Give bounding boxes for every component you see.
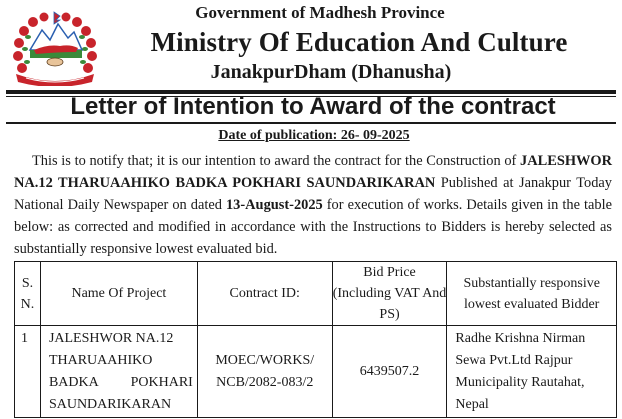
publication-date: Date of publication: 26- 09-2025: [218, 128, 410, 143]
header-contract-id: Contract ID:: [197, 262, 332, 326]
banner-divider: [6, 122, 616, 124]
row-project-line: SAUNDARIKARAN: [48, 397, 172, 412]
notice-banner-title: Letter of Intention to Award of the contract: [70, 93, 556, 120]
row-project: [40, 326, 197, 418]
row-project-line: JALESHWOR NA.12: [48, 331, 174, 346]
header-bid-price: Bid Price (Including VAT And PS): [332, 262, 447, 326]
table-header-row: [15, 262, 617, 326]
table-row: [15, 326, 617, 418]
row-project-line: THARUAAHIKO: [48, 353, 153, 368]
ministry-title: Ministry Of Education And Culture: [150, 27, 568, 57]
row-sn: 1: [15, 326, 41, 418]
notice-lead-text: This is to notify that; it is our intention to award the contract for the Construction of: [32, 153, 521, 169]
government-heading: Government of Madhesh Province: [195, 3, 445, 22]
location-heading: JanakpurDham (Dhanusha): [210, 61, 452, 83]
header-bidder: Substantially responsive lowest evaluated Bidder: [447, 262, 617, 326]
notice-tail-text: for execution of works. Details given in the table below: as corrected and modified in accordance with the Instructions to Bidders is hereby selected as substantially responsive lowest evaluated bid.: [14, 197, 612, 257]
header-project: Name Of Project: [40, 262, 197, 326]
publication-date-bold: 13-August-2025: [225, 197, 323, 213]
row-contract-id: MOEC/WORKS/ NCB/2082-083/2: [197, 326, 332, 418]
row-bid-price: 6439507.2: [332, 326, 447, 418]
project-name-bold: JALESHWOR NA.12 THARUAAHIKO BADKA POKHARI SAUNDARIKARAN: [14, 153, 612, 191]
notice-paragraph: [14, 150, 612, 260]
notice-mid-text: Published at Janakpur Today National Daily Newspaper on dated: [14, 175, 612, 213]
row-bidder: Radhe Krishna Nirman Sewa Pvt.Ltd Rajpur Municipality Rautahat, Nepal: [447, 326, 617, 418]
row-project-line: BADKA POKHARI: [48, 375, 193, 390]
award-table: [14, 261, 617, 418]
header-sn: S. N.: [15, 262, 41, 326]
